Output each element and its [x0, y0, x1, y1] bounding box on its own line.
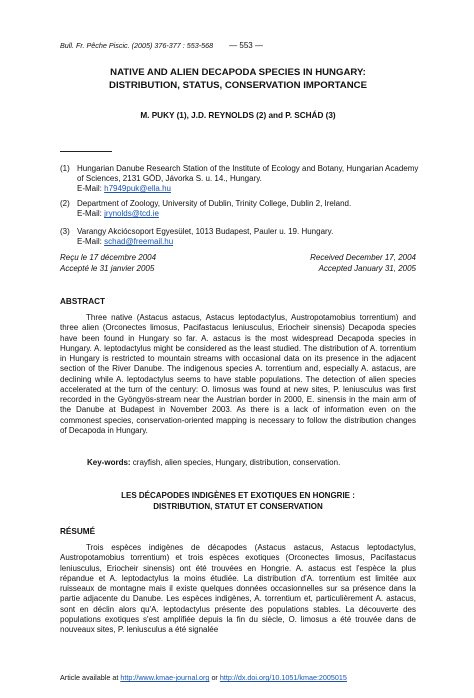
email-label: E-Mail:: [77, 184, 102, 194]
affiliation-text: Varangy Akciócsoport Egyesület, 1013 Budapest, Pauler u. 19. Hungary.: [77, 227, 334, 236]
article-title: [60, 66, 416, 92]
email-label: E-Mail:: [77, 209, 102, 219]
email-link[interactable]: jrynolds@tcd.ie: [104, 209, 159, 219]
keywords-label: Key-words:: [87, 458, 131, 467]
received-date-fr: Reçu le 17 décembre 2004: [60, 253, 157, 262]
journal-link[interactable]: http://www.kmae-journal.org: [120, 673, 210, 682]
affiliation-text: Department of Zoology, University of Dublin, Trinity College, Dublin 2, Ireland.: [77, 199, 352, 208]
resume-heading: RÉSUMÉ: [60, 527, 96, 536]
footer-prefix: Article available at: [60, 673, 119, 682]
affiliation-2: [60, 199, 420, 219]
french-title-line-1: LES DÉCAPODES INDIGÈNES ET EXOTIQUES EN HONGRIE :: [121, 491, 355, 500]
journal-citation: Bull. Fr. Pêche Piscic. (2005) 376-377 : 553-568: [60, 41, 214, 50]
affiliation-number: (3): [60, 227, 70, 236]
accepted-date-en: Accepted January 31, 2005: [318, 263, 416, 273]
email-label: E-Mail:: [77, 237, 102, 247]
submission-dates: [60, 253, 416, 274]
title-line-1: NATIVE AND ALIEN DECAPODA SPECIES IN HUNGARY:: [110, 67, 366, 78]
divider: [60, 151, 112, 152]
french-title-line-2: DISTRIBUTION, STATUT ET CONSERVATION: [153, 502, 323, 511]
affiliation-number: (1): [60, 164, 70, 173]
keywords-text: crayfish, alien species, Hungary, distribution, conservation.: [132, 458, 341, 467]
doi-link[interactable]: http://dx.doi.org/10.1051/kmae:2005015: [219, 673, 347, 682]
email-link[interactable]: h7949puk@ella.hu: [104, 184, 171, 194]
received-date-en: Received December 17, 2004: [310, 253, 416, 262]
keywords: [87, 458, 417, 467]
accepted-date-fr: Accepté le 31 janvier 2005: [60, 263, 155, 273]
abstract-heading: ABSTRACT: [60, 297, 106, 306]
abstract-text: Three native (Astacus astacus, Astacus leptodactylus, Austropotamobius torrentium) and three alien (Orconectes limosus, Pacifastacus leniusculus, Eriocheir sinensis) Decapoda species have been found in Hungary so far. A. astacus is the most widespread Decapoda species in Hungary. A. leptodactylus might be considered as the least studied. The distribution of A. torrentium in Hungary is restricted to mountain streams with occasional data on its presence in the adjacent section of the River Danube. The indigenous species A. torrentium and, especially A. astacus, are declining while A. leptodactylus seems to have stable populations. The detection of alien species accelerated at the turn of the century: O. limosus was found at new sites, P. leniusculus was first recorded in the Gyöngyös-stream near the Austrian border in 2000, E. sinensis in the main arm of the Danube at Budapest in November 2003. As there is a lack of information even on the commonest species, conservation-oriented mapping is necessary to follow the distribution changes of Decapoda in Hungary.: [60, 313, 416, 435]
footer: [60, 673, 347, 682]
affiliation-3: [60, 227, 420, 247]
resume-text: Trois espèces indigènes de décapodes (Astacus astacus, Astacus leptodactylus, Austropotamobius torrentium) et trois espèces exotiques (Orconectes limosus, Pacifastacus leniusculus, Eriocheir sinensis) ont été trouvées en Hongrie. A. astacus est l'espèce la plus répandue et A. leptodactylus la moins étudiée. La distribution d'A. torrentium est limitée aux ruisseaux de montagne mais il existe quelques données occasionnelles sur sa présence dans la partie adjacente du Danube. Les espèces indigènes, A. torrentium et, particulièrement A. astacus, sont en déclin alors qu'A. leptodactylus présente des populations stables. La découverte des populations exotiques s'est amplifiée depuis la fin du siècle, O. limosus a été trouvée dans de nouveaux sites, P. leniusculus a été signalée: [60, 543, 416, 634]
affiliation-text: Hungarian Danube Research Station of the Institute of Ecology and Botany, Hungarian Academy of Sciences, 2131 GÖD, Jávorka S. u. 14., Hungary.: [77, 164, 419, 184]
footer-or: or: [211, 673, 218, 682]
email-link[interactable]: schad@freemail.hu: [104, 237, 174, 247]
authors: M. PUKY (1), J.D. REYNOLDS (2) and P. SCHÁD (3): [140, 111, 336, 120]
affiliation-1: [60, 164, 420, 195]
running-header: [60, 41, 263, 50]
french-title: [60, 490, 416, 512]
page-number: — 553 —: [229, 41, 263, 50]
affiliation-number: (2): [60, 199, 70, 208]
title-line-2: DISTRIBUTION, STATUS, CONSERVATION IMPORTANCE: [109, 80, 367, 91]
